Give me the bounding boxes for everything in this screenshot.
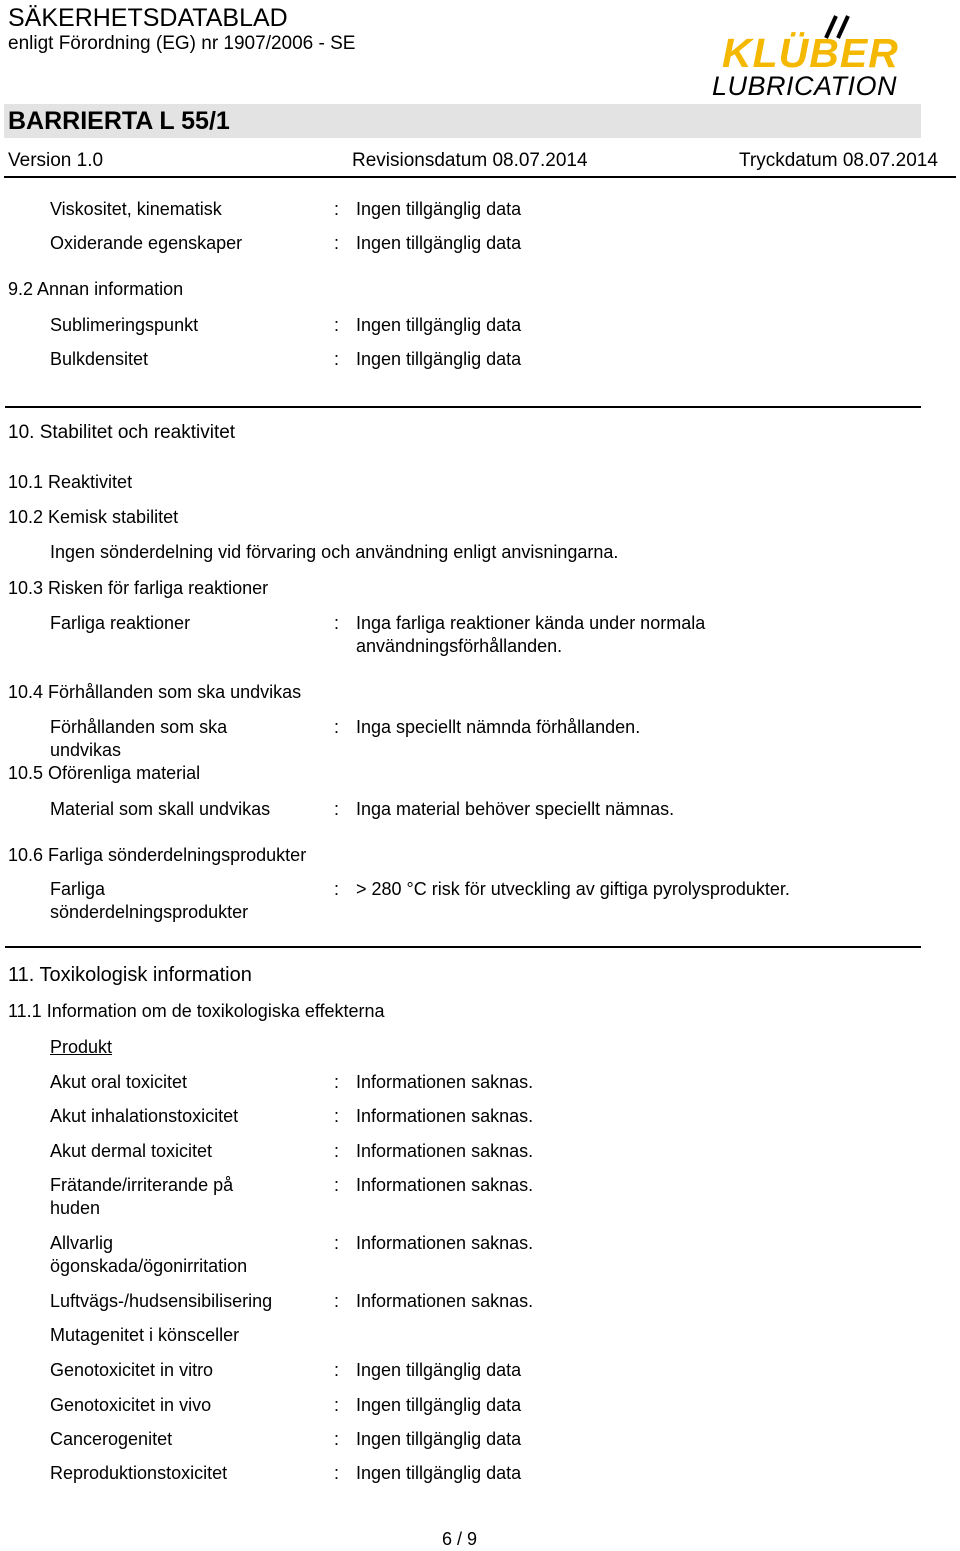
tox-row-value: Informationen saknas. <box>356 1072 534 1092</box>
colon: : <box>334 199 340 219</box>
tox-row-label: Akut inhalationstoxicitet <box>50 1106 239 1126</box>
farliga-reaktioner-label: Farliga reaktioner <box>50 613 191 633</box>
forhallanden-label-line1: Förhållanden som ska <box>50 717 228 737</box>
bulkdensitet-value: Ingen tillgänglig data <box>356 349 522 369</box>
colon: : <box>334 1291 340 1311</box>
tox-row-label: Akut oral toxicitet <box>50 1072 188 1092</box>
tox-row-label: Cancerogenitet <box>50 1429 173 1449</box>
tox-row-label: Allvarlig <box>50 1233 114 1253</box>
bulkdensitet-label: Bulkdensitet <box>50 349 149 369</box>
regulation-subtitle: enligt Förordning (EG) nr 1907/2006 - SE <box>8 33 356 54</box>
sonderdelning-value: > 280 °C risk för utveckling av giftiga pyrolysprodukter. <box>356 879 790 899</box>
forhallanden-value: Inga speciellt nämnda förhållanden. <box>356 717 641 737</box>
tox-row-value: Ingen tillgänglig data <box>356 1463 522 1483</box>
subsection-11-1-heading: 11.1 Information om de toxikologiska effekterna <box>8 1001 385 1021</box>
section-divider <box>5 946 921 948</box>
tox-row-label: Genotoxicitet in vitro <box>50 1360 214 1380</box>
tox-row-value: Ingen tillgänglig data <box>356 1395 522 1415</box>
forhallanden-label-line2: undvikas <box>50 740 122 760</box>
subsection-10-6-heading: 10.6 Farliga sönderdelningsprodukter <box>8 845 307 865</box>
colon: : <box>334 1072 340 1092</box>
tox-row-value: Informationen saknas. <box>356 1175 534 1195</box>
farliga-reaktioner-value-line1: Inga farliga reaktioner kända under normala <box>356 613 706 633</box>
tox-row-label: Mutagenitet i könsceller <box>50 1325 240 1345</box>
tox-row-value: Ingen tillgänglig data <box>356 1360 522 1380</box>
colon: : <box>334 879 340 899</box>
print-date: Tryckdatum 08.07.2014 <box>739 150 938 171</box>
material-undvikas-label: Material som skall undvikas <box>50 799 271 819</box>
section-divider <box>5 406 921 408</box>
material-undvikas-value: Inga material behöver speciellt nämnas. <box>356 799 675 819</box>
section-10-heading: 10. Stabilitet och reaktivitet <box>8 422 236 443</box>
tox-row-value: Informationen saknas. <box>356 1106 534 1126</box>
tox-row-value: Ingen tillgänglig data <box>356 1429 522 1449</box>
colon: : <box>334 315 340 335</box>
colon: : <box>334 1106 340 1126</box>
tox-row-label-line2: ögonskada/ögonirritation <box>50 1256 248 1276</box>
subsection-10-3-heading: 10.3 Risken för farliga reaktioner <box>8 578 269 598</box>
colon: : <box>334 349 340 369</box>
tox-row-value: Informationen saknas. <box>356 1233 534 1253</box>
revision-date: Revisionsdatum 08.07.2014 <box>352 150 588 171</box>
document-type-title: SÄKERHETSDATABLAD <box>8 4 288 32</box>
sublimering-value: Ingen tillgänglig data <box>356 315 522 335</box>
colon: : <box>334 1141 340 1161</box>
header-rule <box>4 176 956 178</box>
tox-row-label: Genotoxicitet in vivo <box>50 1395 212 1415</box>
tox-row-label: Reproduktionstoxicitet <box>50 1463 228 1483</box>
logo-subtext: LUBRICATION <box>712 71 898 101</box>
colon: : <box>334 613 340 633</box>
colon: : <box>334 1429 340 1449</box>
colon: : <box>334 717 340 737</box>
sonderdelning-label-line1: Farliga <box>50 879 106 899</box>
farliga-reaktioner-value-line2: användningsförhållanden. <box>356 636 563 656</box>
tox-row-label: Akut dermal toxicitet <box>50 1141 213 1161</box>
produkt-heading: Produkt <box>50 1037 113 1057</box>
sublimering-label: Sublimeringspunkt <box>50 315 199 335</box>
tox-row-label: Luftvägs-/hudsensibilisering <box>50 1291 273 1311</box>
subsection-10-2-heading: 10.2 Kemisk stabilitet <box>8 507 179 527</box>
tox-row-label: Frätande/irriterande på <box>50 1175 234 1195</box>
tox-row-label-line2: huden <box>50 1198 101 1218</box>
tox-row-value: Informationen saknas. <box>356 1141 534 1161</box>
version-label: Version 1.0 <box>8 150 104 171</box>
kemisk-stabilitet-text: Ingen sönderdelning vid förvaring och användning enligt anvisningarna. <box>50 542 619 562</box>
viskositet-value: Ingen tillgänglig data <box>356 199 522 219</box>
viskositet-label: Viskositet, kinematisk <box>50 199 222 219</box>
colon: : <box>334 1463 340 1483</box>
section-11-heading: 11. Toxikologisk information <box>8 964 252 986</box>
sonderdelning-label-line2: sönderdelningsprodukter <box>50 902 249 922</box>
subsection-9-2-heading: 9.2 Annan information <box>8 279 184 299</box>
oxiderande-value: Ingen tillgänglig data <box>356 233 522 253</box>
colon: : <box>334 1175 340 1195</box>
subsection-10-5-heading: 10.5 Oförenliga material <box>8 763 201 783</box>
oxiderande-label: Oxiderande egenskaper <box>50 233 243 253</box>
colon: : <box>334 1360 340 1380</box>
colon: : <box>334 799 340 819</box>
tox-row-value: Informationen saknas. <box>356 1291 534 1311</box>
kluber-logo <box>708 8 953 100</box>
page-number: 6 / 9 <box>442 1529 478 1549</box>
subsection-10-1-heading: 10.1 Reaktivitet <box>8 472 133 492</box>
colon: : <box>334 1233 340 1253</box>
colon: : <box>334 1395 340 1415</box>
colon: : <box>334 233 340 253</box>
product-name: BARRIERTA L 55/1 <box>8 107 230 135</box>
logo-brand-text: KLÜBER <box>722 30 899 76</box>
subsection-10-4-heading: 10.4 Förhållanden som ska undvikas <box>8 682 302 702</box>
